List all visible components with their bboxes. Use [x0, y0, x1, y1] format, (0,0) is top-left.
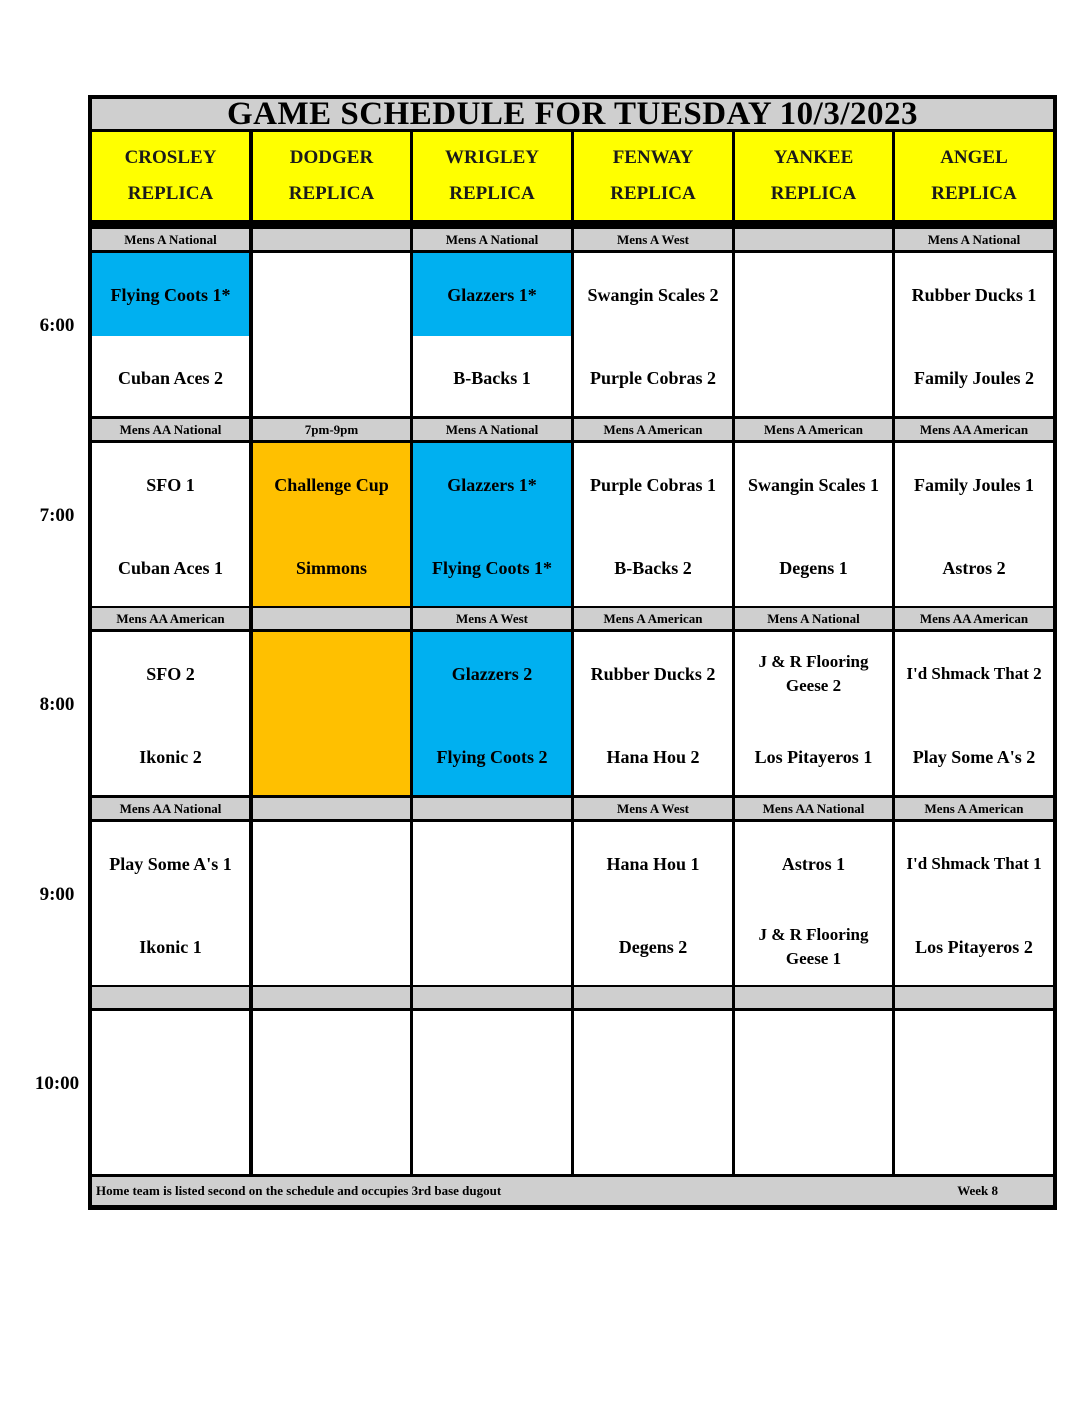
field-name: CROSLEY — [124, 147, 217, 168]
field-subtitle: REPLICA — [610, 183, 696, 204]
home-team: Degens 2 — [618, 936, 688, 957]
division-label: Mens A West — [574, 229, 732, 250]
home-team — [574, 1094, 732, 1177]
away-team: J & R Flooring Geese 2 — [758, 651, 869, 695]
home-team — [253, 1094, 410, 1177]
away-team: Rubber Ducks 1 — [911, 284, 1037, 305]
game-cell — [413, 1011, 571, 1174]
division-label: Mens AA American — [895, 608, 1053, 629]
division-label — [253, 987, 410, 1008]
home-team: Simmons — [295, 557, 367, 578]
division-label — [574, 987, 732, 1008]
home-team — [413, 1094, 571, 1177]
game-cell — [735, 632, 892, 795]
division-label: Mens A West — [413, 608, 571, 629]
game-cell — [253, 443, 410, 606]
home-team: Flying Coots 1* — [431, 557, 552, 578]
home-team — [413, 905, 571, 988]
division-label: Mens AA American — [895, 419, 1053, 440]
home-team: Cuban Aces 1 — [117, 557, 224, 578]
home-team: B-Backs 1 — [453, 367, 531, 388]
game-cell — [895, 1011, 1053, 1174]
field-header — [413, 132, 571, 220]
away-team: Swangin Scales 1 — [747, 474, 880, 495]
game-cell — [253, 1011, 410, 1174]
away-team — [735, 1011, 892, 1094]
game-cell — [413, 822, 571, 985]
division-label: Mens A American — [574, 608, 732, 629]
game-cell — [735, 1011, 892, 1174]
game-cell — [735, 443, 892, 606]
division-label: Mens A West — [574, 798, 732, 819]
home-team: Hana Hou 2 — [606, 746, 700, 767]
home-team: Family Joules 2 — [914, 367, 1034, 388]
field-name: ANGEL — [940, 147, 1008, 168]
field-name: FENWAY — [612, 147, 694, 168]
division-label — [253, 608, 410, 629]
division-label — [895, 987, 1053, 1008]
home-team: Degens 1 — [779, 557, 848, 578]
game-cell — [253, 632, 410, 795]
game-cell — [574, 253, 732, 416]
field-name: YANKEE — [773, 147, 854, 168]
away-team — [895, 1011, 1053, 1094]
home-team: B-Backs 2 — [614, 557, 692, 578]
away-team: Glazzers 1* — [413, 253, 571, 336]
game-cell — [253, 822, 410, 985]
division-label: Mens AA National — [735, 798, 892, 819]
away-team: Swangin Scales 2 — [587, 284, 719, 305]
page-title: GAME SCHEDULE FOR TUESDAY 10/3/2023 — [92, 99, 1053, 129]
home-team — [895, 1094, 1053, 1177]
away-team — [735, 253, 892, 336]
game-cell — [895, 253, 1053, 416]
week-label: Week 8 — [957, 1183, 998, 1198]
division-label: Mens A American — [574, 419, 732, 440]
away-team — [253, 632, 410, 715]
away-team: Astros 1 — [781, 853, 846, 874]
field-header — [574, 132, 732, 220]
away-team: Flying Coots 1* — [92, 253, 249, 336]
footer-note: Home team is listed second on the schedule and occupies 3rd base dugout — [96, 1183, 502, 1198]
home-team — [735, 336, 892, 419]
field-header — [735, 132, 892, 220]
away-team: Challenge Cup — [274, 474, 389, 495]
away-team: SFO 2 — [146, 663, 195, 684]
away-team: SFO 1 — [146, 474, 195, 495]
away-team: Glazzers 2 — [451, 663, 533, 684]
division-label — [735, 229, 892, 250]
division-label — [92, 987, 249, 1008]
home-team — [253, 336, 410, 419]
field-header — [253, 132, 410, 220]
field-subtitle: REPLICA — [449, 183, 535, 204]
home-team: Flying Coots 2 — [436, 746, 548, 767]
away-team: Family Joules 1 — [914, 474, 1034, 495]
division-label: Mens A American — [895, 798, 1053, 819]
division-label: Mens AA American — [92, 608, 249, 629]
time-label: 9:00 — [39, 884, 75, 905]
away-team — [253, 1011, 410, 1094]
field-name: WRIGLEY — [445, 147, 539, 168]
schedule-sheet — [88, 95, 1057, 1210]
away-team — [253, 253, 410, 336]
away-team — [574, 1011, 732, 1094]
away-team: I'd Shmack That 1 — [906, 853, 1042, 873]
away-team: Glazzers 1* — [447, 474, 537, 495]
footer-bar — [92, 1177, 1053, 1205]
time-label: 7:00 — [39, 505, 75, 526]
division-label: Mens A National — [895, 229, 1053, 250]
home-team: Los Pitayeros 2 — [915, 936, 1033, 957]
field-subtitle: REPLICA — [931, 183, 1017, 204]
game-cell — [574, 1011, 732, 1174]
division-label: Mens A National — [413, 229, 571, 250]
home-team: Cuban Aces 2 — [117, 367, 224, 388]
away-team: Rubber Ducks 2 — [590, 663, 716, 684]
time-label: 10:00 — [34, 1073, 80, 1094]
home-team — [253, 905, 410, 988]
game-cell — [413, 632, 571, 795]
home-team: J & R Flooring Geese 1 — [758, 924, 869, 968]
game-cell — [92, 822, 249, 985]
away-team — [253, 822, 410, 905]
division-label — [253, 229, 410, 250]
away-team: Purple Cobras 1 — [590, 474, 716, 495]
game-cell — [735, 822, 892, 985]
division-label — [413, 798, 571, 819]
time-label: 6:00 — [39, 315, 75, 336]
field-name: DODGER — [289, 147, 374, 168]
home-team: Purple Cobras 2 — [590, 367, 716, 388]
time-label: 8:00 — [39, 694, 75, 715]
division-label: Mens AA National — [92, 798, 249, 819]
home-team: Play Some A's 2 — [912, 746, 1036, 767]
field-subtitle: REPLICA — [127, 183, 214, 204]
division-label — [253, 798, 410, 819]
game-cell — [92, 443, 249, 606]
home-team: Ikonic 2 — [139, 746, 202, 767]
game-cell — [413, 443, 571, 606]
away-team — [92, 1011, 249, 1094]
game-cell — [92, 632, 249, 795]
division-label: Mens A National — [92, 229, 249, 250]
away-team: I'd Shmack That 2 — [906, 663, 1042, 683]
division-label: 7pm-9pm — [253, 419, 410, 440]
field-subtitle: REPLICA — [288, 183, 375, 204]
game-cell — [92, 1011, 249, 1174]
division-label — [413, 987, 571, 1008]
division-label: Mens AA National — [92, 419, 249, 440]
game-cell — [895, 443, 1053, 606]
home-team: Astros 2 — [942, 557, 1006, 578]
game-cell — [574, 443, 732, 606]
game-cell — [413, 253, 571, 416]
away-team — [413, 822, 571, 905]
field-header — [92, 132, 249, 220]
game-cell — [895, 632, 1053, 795]
game-cell — [92, 253, 249, 416]
game-cell — [574, 632, 732, 795]
home-team — [735, 1094, 892, 1177]
home-team: Ikonic 1 — [139, 936, 202, 957]
division-label: Mens A National — [413, 419, 571, 440]
division-label — [735, 987, 892, 1008]
game-cell — [253, 253, 410, 416]
field-subtitle: REPLICA — [770, 183, 857, 204]
division-label: Mens A National — [735, 608, 892, 629]
away-team — [413, 1011, 571, 1094]
game-cell — [895, 822, 1053, 985]
home-team — [92, 1094, 249, 1177]
field-header — [895, 132, 1053, 220]
division-label: Mens A American — [735, 419, 892, 440]
home-team: Los Pitayeros 1 — [754, 746, 873, 767]
game-cell — [574, 822, 732, 985]
game-cell — [735, 253, 892, 416]
away-team: Hana Hou 1 — [606, 853, 700, 874]
away-team: Play Some A's 1 — [109, 853, 232, 874]
home-team — [253, 715, 410, 798]
